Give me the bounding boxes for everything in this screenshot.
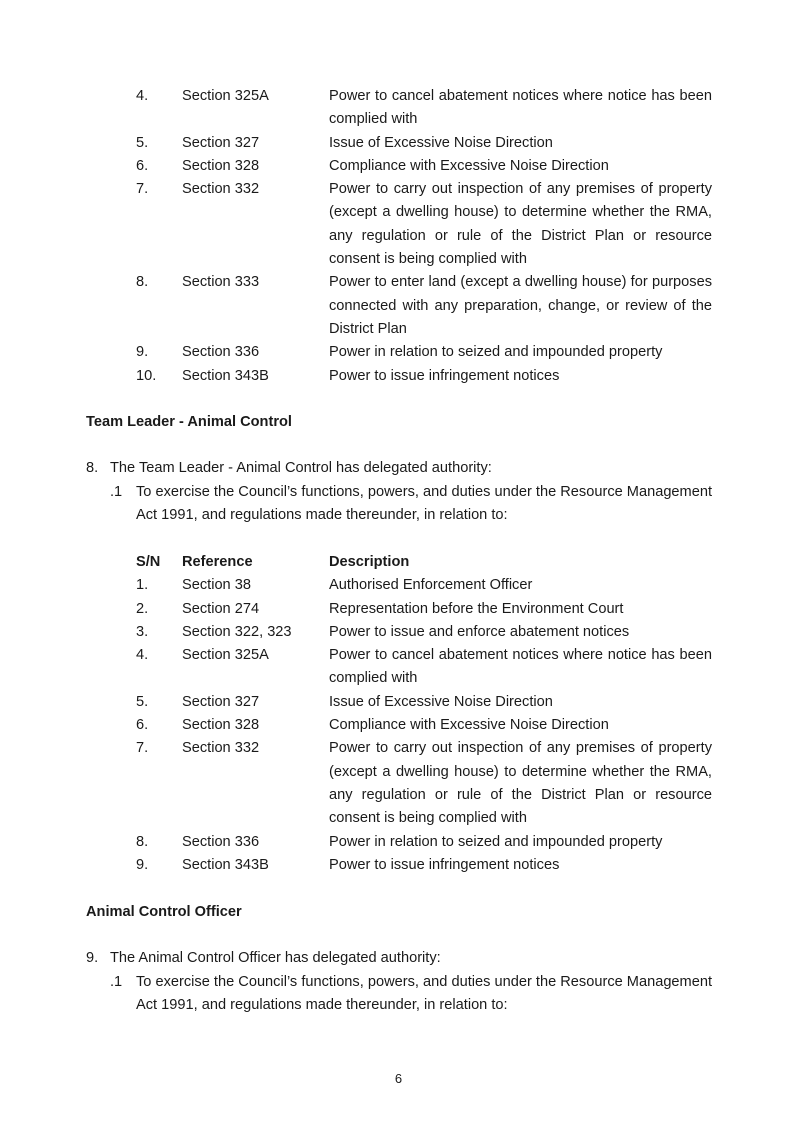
- row-number: 6.: [136, 157, 149, 174]
- table-row: [136, 691, 712, 714]
- row-description: Power in relation to seized and impounded property: [329, 344, 663, 361]
- table-row: [136, 714, 712, 737]
- row-number: 4.: [136, 647, 149, 664]
- row-reference: Section 332: [182, 181, 260, 198]
- row-description: Power to cancel abatement notices where notice has been complied with: [329, 647, 712, 687]
- subparagraph-9-1: [110, 971, 712, 1018]
- row-description: Power to cancel abatement notices where notice has been complied with: [329, 88, 712, 128]
- row-description: Power to carry out inspection of any premises of property (except a dwelling house) to determine whether the RMA, any regulation or rule of the District Plan or resource consent is being complied with: [329, 740, 712, 827]
- row-number: 8.: [136, 274, 149, 291]
- row-number: 6.: [136, 717, 149, 734]
- row-reference: Section 328: [182, 717, 260, 734]
- row-number: 10.: [136, 367, 157, 384]
- table-row: [136, 831, 712, 854]
- table-row: [136, 271, 712, 341]
- delegation-table-continued: [136, 85, 712, 388]
- table-row: [136, 598, 712, 621]
- section-heading-team-leader: Team Leader - Animal Control: [86, 414, 292, 430]
- paragraph-number: 9.: [86, 950, 99, 966]
- row-reference: Section 343B: [182, 367, 269, 384]
- row-reference: Section 336: [182, 344, 260, 361]
- subparagraph-number: .1: [110, 484, 123, 500]
- table-row: [136, 365, 712, 388]
- row-number: 5.: [136, 134, 149, 151]
- table-row: [136, 854, 712, 877]
- row-number: 1.: [136, 577, 149, 594]
- row-reference: Section 325A: [182, 88, 269, 104]
- row-description: Issue of Excessive Noise Direction: [329, 134, 553, 151]
- row-description: Issue of Excessive Noise Direction: [329, 693, 553, 710]
- paragraph-text: The Animal Control Officer has delegated authority:: [110, 950, 441, 966]
- row-number: 7.: [136, 740, 149, 757]
- row-reference: Section 38: [182, 577, 251, 594]
- row-reference: Section 343B: [182, 856, 269, 873]
- row-description: Power to issue infringement notices: [329, 367, 560, 384]
- subparagraph-number: .1: [110, 974, 123, 990]
- section-heading-officer: Animal Control Officer: [86, 904, 242, 920]
- row-description: Power to issue and enforce abatement notices: [329, 623, 630, 640]
- row-number: 4.: [136, 88, 149, 104]
- row-reference: Section 327: [182, 693, 260, 710]
- subparagraph-text: To exercise the Council’s functions, powers, and duties under the Resource Management Act 1991, and regulations made thereunder, in relation to:: [136, 484, 712, 524]
- row-description: Power in relation to seized and impounded property: [329, 833, 663, 850]
- row-number: 8.: [136, 833, 149, 850]
- row-reference: Section 333: [182, 274, 260, 291]
- header-description: Description: [329, 554, 410, 570]
- row-description: Compliance with Excessive Noise Direction: [329, 157, 609, 174]
- row-number: 2.: [136, 600, 149, 617]
- row-description: Power to carry out inspection of any premises of property (except a dwelling house) to determine whether the RMA, any regulation or rule of the District Plan or resource consent is being complied with: [329, 181, 712, 268]
- header-reference: Reference: [182, 554, 253, 570]
- paragraph-text: The Team Leader - Animal Control has delegated authority:: [110, 460, 492, 476]
- table-row: [136, 737, 712, 830]
- table-row: [136, 155, 712, 178]
- row-description: Power to enter land (except a dwelling house) for purposes connected with any preparation, change, or review of the District Plan: [329, 274, 712, 337]
- row-number: 9.: [136, 344, 149, 361]
- paragraph-8: [86, 457, 712, 480]
- row-reference: Section 336: [182, 833, 260, 850]
- row-number: 9.: [136, 856, 149, 873]
- subparagraph-text: To exercise the Council’s functions, powers, and duties under the Resource Management Act 1991, and regulations made thereunder, in relation to:: [136, 974, 712, 1014]
- table-row: [136, 621, 712, 644]
- paragraph-number: 8.: [86, 460, 99, 476]
- table-row: [136, 644, 712, 691]
- row-number: 7.: [136, 181, 149, 198]
- table-row: [136, 178, 712, 271]
- table-header-row: [136, 551, 712, 574]
- row-reference: Section 325A: [182, 647, 269, 664]
- row-description: Compliance with Excessive Noise Direction: [329, 717, 609, 734]
- row-number: 3.: [136, 623, 149, 640]
- table-row: [136, 85, 712, 132]
- row-number: 5.: [136, 693, 149, 710]
- row-description: Authorised Enforcement Officer: [329, 577, 533, 594]
- page-number: 6: [394, 1071, 403, 1086]
- paragraph-9: [86, 947, 712, 970]
- delegation-table-team-leader: [136, 551, 712, 877]
- row-reference: Section 332: [182, 740, 260, 757]
- table-row: [136, 574, 712, 597]
- row-description: Representation before the Environment Court: [329, 600, 624, 617]
- row-reference: Section 328: [182, 157, 260, 174]
- row-reference: Section 322, 323: [182, 623, 292, 640]
- header-sn: S/N: [136, 554, 161, 570]
- subparagraph-8-1: [110, 481, 712, 528]
- table-row: [136, 341, 712, 364]
- table-row: [136, 132, 712, 155]
- row-description: Power to issue infringement notices: [329, 856, 560, 873]
- row-reference: Section 274: [182, 600, 260, 617]
- row-reference: Section 327: [182, 134, 260, 151]
